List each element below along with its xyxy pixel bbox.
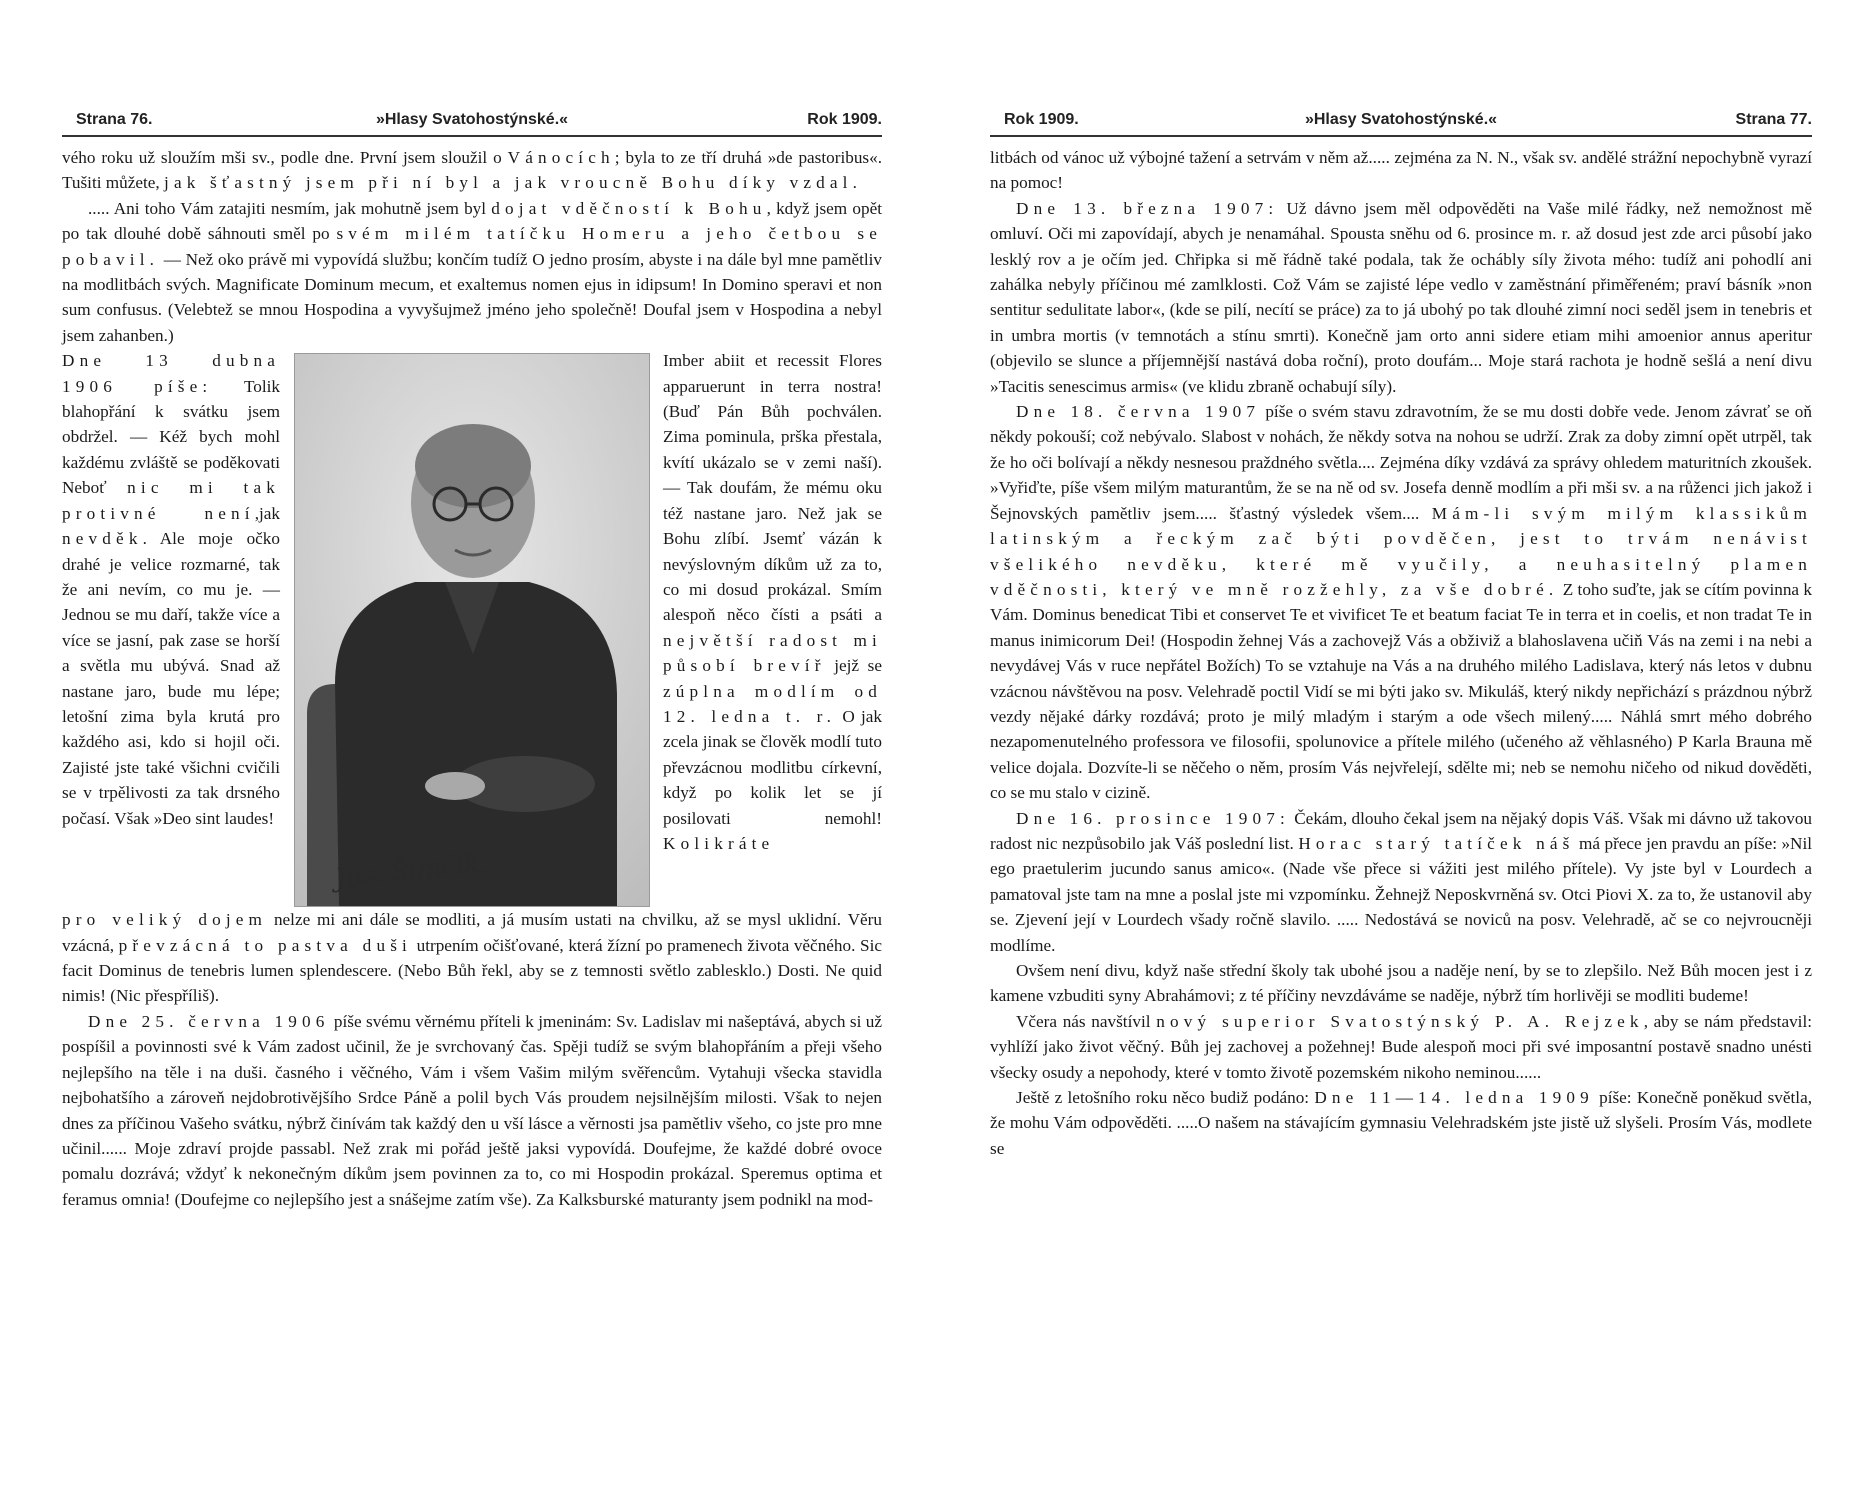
paragraph: Dne 18. června 1907 píše o svém stavu zdravotním, že se mu dosti dobře vede. Jenom závrať se oň někdy pokouší; což nebývalo. Slabost v nohách, že někdy sotva na nohou se udrží. Zrak za doby zimní opět utrpěl, tak že ho oči bolívají a někdy nesnesou praždného světla.... Zejména díky vzdává za správy ohledem maturitních zkoušek. »Vyřiďte, píše všem milým maturantům, že se na ně od sv. Josefa denně modlím a při mši sv. a na růženci jich jakož i Šejnovských pamětliv jsem..... šťastný výsledek všem.... Mám-li svým milým klassikům latinským a řeckým zač býti povděčen, jest to trvám nenávist všelikého nevděku, které mě vyučily, a neuhasitelný plamen vděčnosti, který ve mně rozžehly, za vše dobré. Z toho suďte, jak se cítím povinna k Vám. Dominus benedicat Tibi et conservet Te et vivificet Te et beatum faciat Te in terra et in coelis, et non tradat Te in manus inimicorum Dei! (Hospodin žehnej Vás a zachovejž Vás a obživiž a blahoslavena učiň Vás na zemi i na nebi a nevydávej Vás v ruce nepřátel Božích) To se vztahuje na Vás a na druhého milého Ladislava, který nás letos v dubnu vzácnou návštěvou na posv. Velehradě poctil Vidí se mi býti jako sv. Mikuláš, který nikdy nepřichází s prázdnou nýbrž vezdy nějaké dárky rozdává; proto je milý mladým i starým a ode všech milený..... Náhlá smrt mého dobrého nezapomenutelného professora ve filosofii, spolunovice a přítele milého (učeného až věhlasného) P Karla Brauna mě velice dojala. Dozvíte-li se něčeho o něm, prosím Vás nejvřelejí, sdělte mi; neb se nemohu ničeho od nikud dověděti, co se mu stalo v cizině.: [990, 402, 1812, 803]
page-header: [990, 105, 1812, 135]
page-number: Strana 77.: [1735, 111, 1812, 128]
photo-section: [62, 348, 882, 907]
signature: Jos. Šimčík.: [333, 847, 490, 894]
left-page: [62, 105, 882, 1212]
text-column-left: Dne 13 dubna 1906 píše: Tolik blahopřání k svátku jsem obdržel. — Kéž bych mohl každému zvláště se poděkovati Neboť nic mi tak protivné není,jak nevděk. Ale moje očko drahé je velice rozmarné, tak že ani nevím, co mu je. — Jednou se mu daří, takže více a více se jasní, pak zase se horší a světla mu ubývá. Snad až nastane jaro, bude mu lépe; letošní zima byla krutá pro každého asi, kdo si hojil oči. Zajisté jste také všichni cvičili se v trpělivosti za tak drsného počasí. Však »Deo sint laudes!: [62, 351, 280, 828]
text-column-right: Imber abiit et recessit Flores apparuerunt in terra nostra! (Buď Pán Bůh pochválen. Zima pominula, prška přestala, kvítí ukázalo se v zemi naší). — Tak doufám, že mému oku též nastane jaro. Než jak se Bohu zlíbí. Jsemť vázán k nevýslovným díkům už za to, co mi dosud prokázal. Smím alespoň něco čísti a psáti a největší radost mi působí brevíř jejž se zúplna modlím od 12. ledna t. r. O jak zcela jinak se člověk modlí tuto převzácnou modlitbu církevní, když po kolik let se jí posilovati nemohl! Kolikráte: [663, 351, 882, 853]
paragraph: Dne 16. prosince 1907: Čekám, dlouho čekal jsem na nějaký dopis Váš. Však mi dávno už takovou radost nic nezpůsobilo jak Váš poslední list. Horac starý tatíček náš má přece jen pravdu an píše: »Nil ego praetulerim jucundo sanus amico«. (Nade vše přece si vážiti jest milého přítele). Vy jste byl v Lourdech a pamatoval jste tam na mne a poslal jste mi vzpomínku. Žehnejž Neposkvrněná sv. Otci Piovi X. za to, že ustanovil aby se. Zjevení její v Lourdech všady ročně slavilo. ..... Nedostává se noviců na posv. Velehradě, ač se co nejvroucněji modlíme.: [990, 808, 1813, 955]
body-text: [990, 145, 1812, 1161]
paragraph: ..... Ani toho Vám zatajiti nesmím, jak mohutně jsem byl dojat vděčností k Bohu, když jsem opět po tak dlouhé době sáhnouti směl po svém milém tatíčku Homeru a jeho četbou se pobavil. — Než oko právě mi vypovídá službu; končím tudíž O jedno prosím, abyste i na dále byl mne pamětliv na modlitbách svých. Magnificate Dominum mecum, et exaltemus nomen ejus in idipsum! In Domino speravi et non sum confusus. (Velebtež se mnou Hospodina a vyvyšujmež jméno jeho společně! Doufal jsem v Hospodina a nebyl jsem zahanben.): [62, 198, 882, 345]
journal-title: »Hlasy Svatohostýnské.«: [1304, 111, 1498, 128]
body-text: [62, 145, 882, 1212]
paragraph: Dne 25. června 1906 píše svému věrnému příteli k jmeninám: Sv. Ladislav mi našeptává, abych si už pospíšil a povinnosti své k Vám zadost učinil, že je svrchovaný čas. Spěji tudíž se svým blahopřáním a přeji všeho nejlepšího na těle i na duši. časného i věčného, Vám i všem Vašim milým svěřencům. Vytahuji všecka stavidla nejbohatšího a zároveň nejdobrotivějšího Srdce Páně a polil bych Vás proudem nejsilnějším milosti. Však to nejen dnes za příčinou Vašeho svátku, nýbrž činívám tak každý den u vší lásce a věrnosti jsa pamětliv všeho, co jste pro mne učinil...... Moje zdraví projde passabl. Než zrak mi pořád ještě jaksi vypovídá. Doufejme, že každé dobré ovoce pomalu dozrává; vždyť k nekonečným díkům jsem povinnen za to, co mi Hospodin prokázal. Speremus optima et feramus omnia! (Doufejme co nejlepšího jest a snášejme zatím vše). Za Kalksburské maturanty jsem podnikl na mod-: [62, 1011, 882, 1209]
paragraph: Ovšem není divu, když naše střední školy tak ubohé jsou a naděje není, by se to zlepšilo. Než Bůh mocen jest i z kamene vzbuditi syny Abrahámovi; z té příčiny nevzdáváme se naděje, nýbrž tím horlivěji se modliti budeme!: [990, 961, 1812, 1006]
journal-title: »Hlasy Svatohostýnské.«: [375, 111, 569, 128]
paragraph: Včera nás navštívil nový superior Svatostýnský P. A. Rejzek, aby se nám představil: vyhlíží jako život věčný. Bůh jej zachovej a požehnej! Bude alespoň moci při své imposantní postavě snadno unésti všecky osudy a nepohody, které v tomto životě pozemském nikoho neminou......: [990, 1011, 1813, 1082]
header-year: Rok 1909.: [1004, 111, 1079, 128]
header-rule: [990, 135, 1812, 137]
paragraph: vého roku už sloužím mši sv., podle dne. První jsem sloužil o Vánocích; byla to ze tří druhá »de pastoribus«. Tušiti můžete, jak šťastný jsem při ní byl a jak vroucně Bohu díky vzdal.: [62, 148, 882, 193]
paragraph: litbách od vánoc už výbojné tažení a setrvám v něm až..... zejména za N. N., však sv. andělé strážní nepochybně vyrazí na pomoc!: [990, 148, 1812, 193]
portrait-photo: [294, 353, 650, 907]
header-year: Rok 1909.: [807, 111, 882, 128]
portrait-illustration: [295, 354, 649, 906]
paragraph: Dne 13. března 1907: Už dávno jsem měl odpověděti na Vaše milé řádky, než nemožnost mě omluví. Oči mi zapovídají, abych je nenamáhal. Spousta sněhu od 6. prosince m. r. až dosud jest zde arci působí jako lesklý rov a je očím jed. Chřipka si mě řádně také podala, tak že ochábly síly života mého: tudíž ani pohodlí ani zahálka nebyly příčinou mé zamlklosti. Což Vám se zajisté lépe vedlo v zaměstnání přiměřeném; praví básník »non sentitur sedulitate labor«, (kde se pilí, necítí se práce) za to já ubohý po tak dlouhé zimní noci seděl jsem in tenebris et in umbra mortis (v temnotách a stínu smrti). Konečně jam orto anni sidere etiam mihi amoenior annus aperitur (objevilo se slunce a příjemnější nastává doba roční), proto doufám... Moje stará rachota je hodně sešlá a není divu »Tacitis senescimus armis« (ve klidu zbraně ochabují síly).: [990, 198, 1812, 396]
page-number: Strana 76.: [76, 111, 153, 128]
header-rule: [62, 135, 882, 137]
paragraph: Ještě z letošního roku něco budiž podáno: Dne 11—14. ledna 1909 píše: Konečně poněkud světla, že mohu Vám odpověděti. .....O našem na stávajícím gymnasiu Velehradském jste jistě už slyšeli. Prosím Vás, modlete se: [990, 1088, 1812, 1158]
page-header: [62, 105, 882, 135]
paragraph: pro veliký dojem nelze mi ani dále se modliti, a já musím ustati na chvilku, až se mysl uklidní. Věru vzácná, převzácná to pastva duši utrpením očišťované, která žízní po pramenech života věčného. Sic facit Dominus de tenebris lumen splendescere. (Nebo Bůh řekl, aby se z temnosti světlo zablesklo.) Dosti. Ne quid nimis! (Nic přespříliš).: [62, 910, 882, 1006]
right-page: [990, 105, 1812, 1161]
